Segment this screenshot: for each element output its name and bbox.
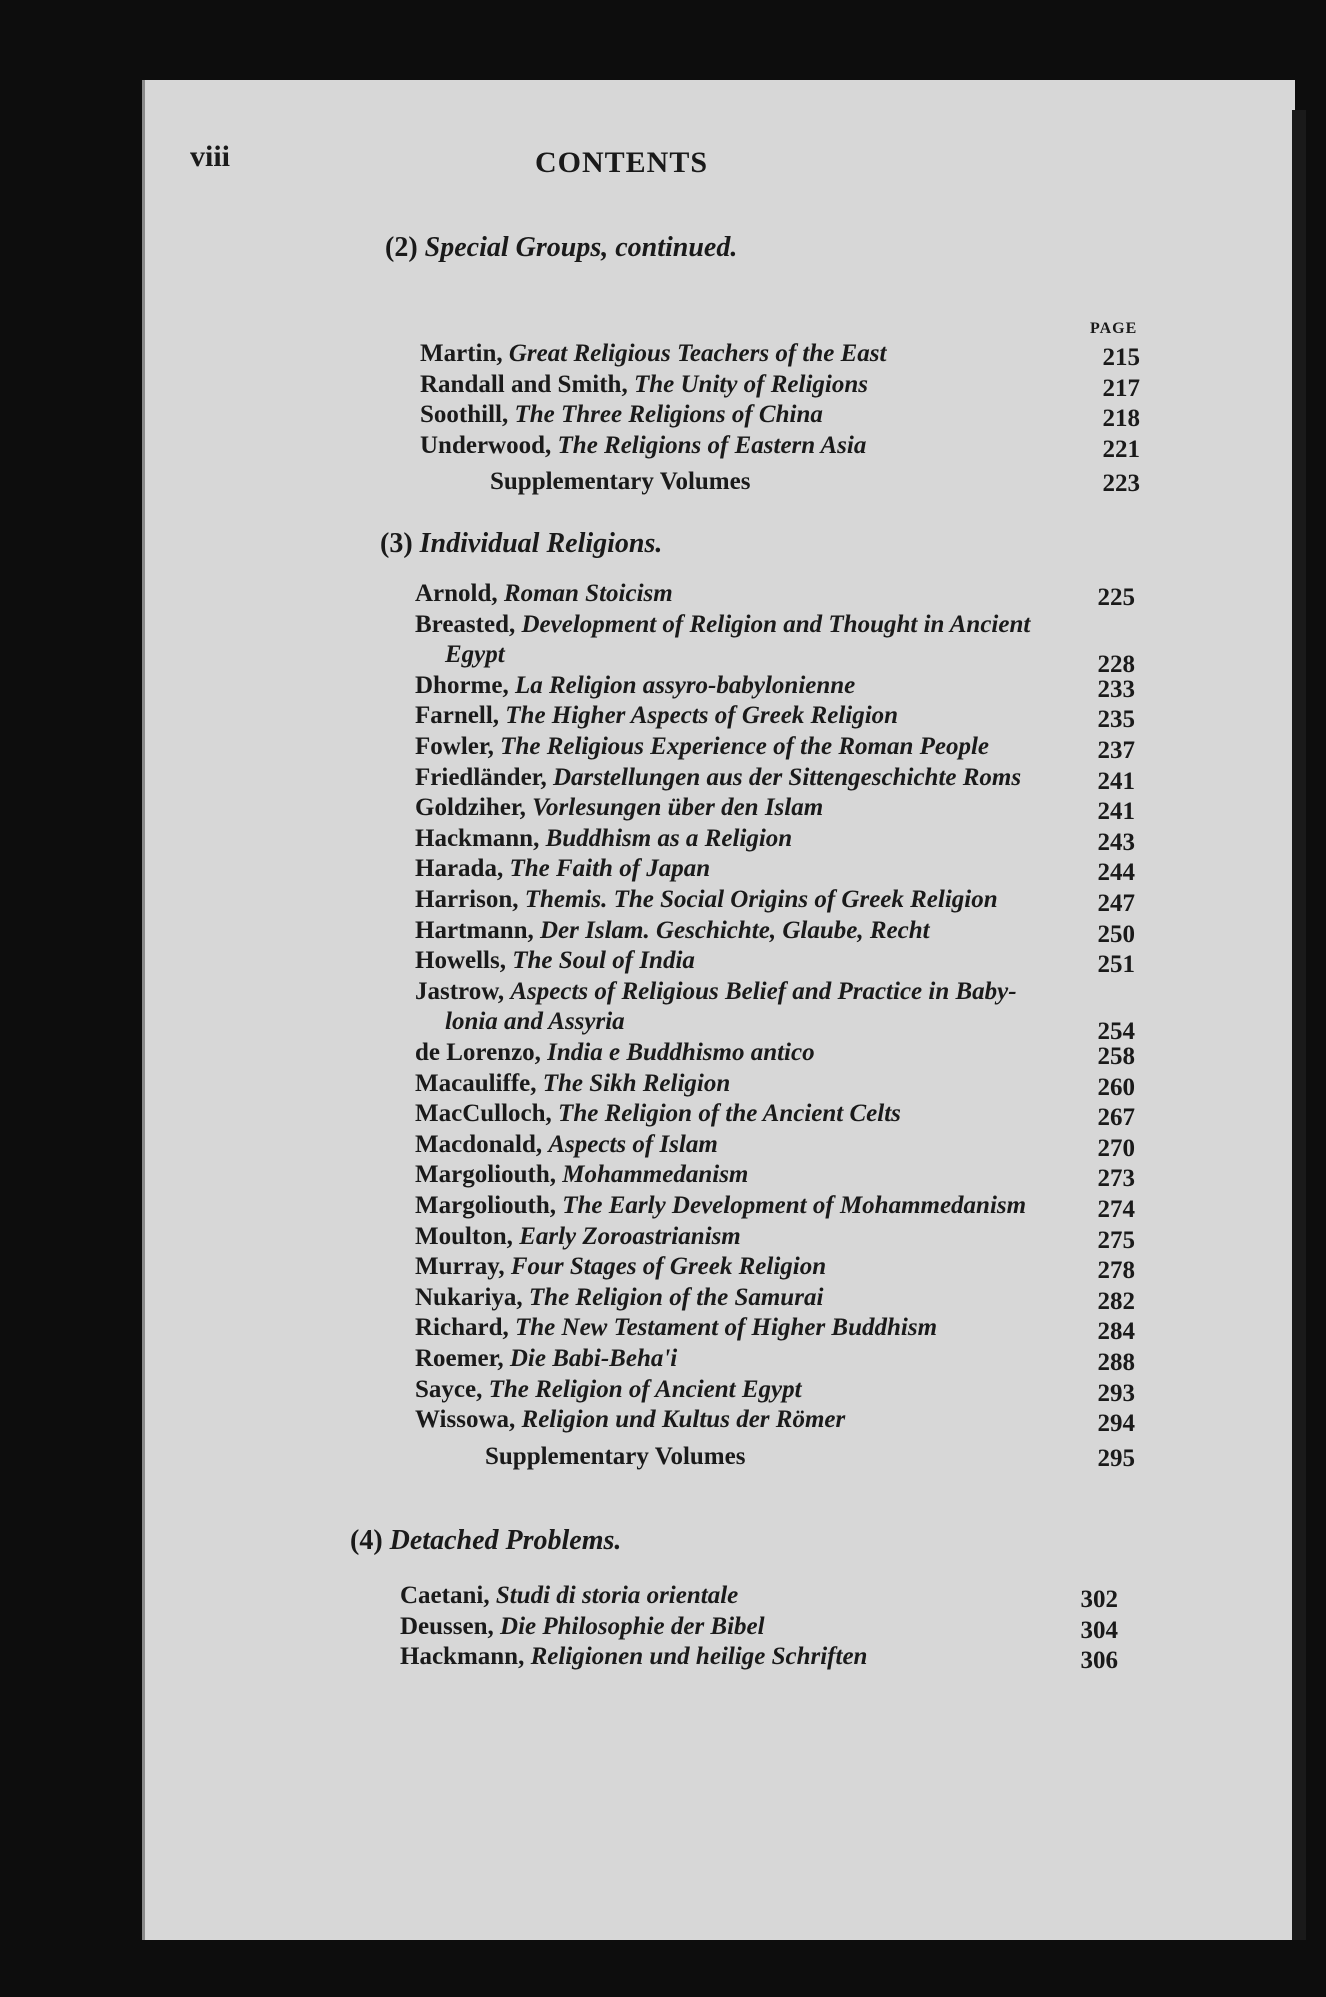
entry-page-number: 247 xyxy=(1097,890,1135,917)
entry-author: Martin, xyxy=(420,340,503,367)
entry-page-number: 306 xyxy=(1080,1647,1118,1675)
entry-author: Sayce, xyxy=(415,1375,483,1403)
entry-author: Deussen, xyxy=(400,1612,494,1640)
entry-author: Murray, xyxy=(415,1253,505,1281)
toc-entry xyxy=(420,432,1140,464)
entry-title: La Religion assyro-babylonienne xyxy=(514,671,856,699)
toc-entry xyxy=(415,978,1135,1010)
toc-entry xyxy=(415,825,1135,857)
entry-title: Early Zoroastrianism xyxy=(519,1222,741,1250)
entry-title: The Higher Aspects of Greek Religion xyxy=(505,702,899,730)
entry-page-number: 267 xyxy=(1097,1104,1135,1132)
section-title: Individual Religions. xyxy=(419,528,663,559)
folio-number: viii xyxy=(190,140,231,173)
entry-title: Aspects of Religious Belief and Practice in Baby- xyxy=(510,977,1017,1005)
toc-entry xyxy=(415,764,1135,796)
entry-author: Arnold, xyxy=(415,580,498,607)
entry-author: Harada, xyxy=(415,855,504,883)
entry-page-number: 294 xyxy=(1097,1410,1135,1438)
page-header xyxy=(0,140,1326,180)
toc-entry xyxy=(415,947,1135,979)
toc-entry xyxy=(400,1582,1118,1614)
entry-author: Hackmann, xyxy=(415,824,540,852)
section-title: Detached Problems. xyxy=(389,1525,622,1556)
entry-page-number: 215 xyxy=(1102,344,1140,371)
toc-entry xyxy=(415,855,1135,887)
toc-entry xyxy=(485,1443,1135,1475)
toc-entry xyxy=(415,917,1135,949)
entry-title: Roman Stoicism xyxy=(503,580,673,607)
entry-author: Supplementary Volumes xyxy=(485,1442,746,1470)
entry-title: Religion und Kultus der Römer xyxy=(521,1406,846,1434)
toc-entry xyxy=(420,340,1140,372)
entry-title: Vorlesungen über den Islam xyxy=(532,794,824,822)
entry-page-number: 295 xyxy=(1097,1444,1135,1472)
entry-author: de Lorenzo, xyxy=(415,1039,541,1066)
toc-entry xyxy=(415,1345,1135,1377)
entry-title: Religionen und heilige Schriften xyxy=(530,1643,868,1671)
entry-title: The Religious Experience of the Roman People xyxy=(500,733,990,760)
entry-title: The Faith of Japan xyxy=(509,855,711,883)
toc-entry xyxy=(415,1376,1135,1408)
entry-page-number: 244 xyxy=(1097,859,1135,887)
toc-entry xyxy=(415,1161,1135,1193)
entry-title: The Religion of the Ancient Celts xyxy=(558,1100,901,1128)
entry-author: Macdonald, xyxy=(415,1130,543,1158)
entry-author: Randall and Smith, xyxy=(420,370,628,398)
entry-title: The Religions of Eastern Asia xyxy=(557,431,867,459)
entry-page-number: 223 xyxy=(1102,470,1140,498)
toc-entry xyxy=(415,794,1135,826)
entry-page-number: 241 xyxy=(1097,767,1135,795)
entry-title: The Early Development of Mohammedanism xyxy=(562,1192,1027,1219)
entry-page-number: 282 xyxy=(1097,1287,1135,1315)
toc-entry xyxy=(415,1070,1135,1102)
entry-title: Four Stages of Greek Religion xyxy=(510,1253,827,1281)
section4-heading xyxy=(350,1525,621,1557)
toc-entry xyxy=(400,1613,1118,1645)
entry-author: Friedländer, xyxy=(415,763,547,791)
toc-entry xyxy=(415,733,1135,765)
entry-title: Die Philosophie der Bibel xyxy=(500,1612,765,1640)
toc-entry xyxy=(415,1039,1135,1071)
entry-page-number: 233 xyxy=(1097,675,1135,703)
section3-heading xyxy=(380,528,662,560)
toc-entry xyxy=(415,1253,1135,1285)
toc-entry xyxy=(415,886,1135,918)
entry-title: Der Islam. Geschichte, Glaube, Recht xyxy=(540,916,930,944)
entry-title: The Soul of India xyxy=(512,947,695,975)
entry-author: Fowler, xyxy=(415,733,494,760)
entry-page-number: 221 xyxy=(1102,435,1140,463)
entry-author: Moulton, xyxy=(415,1222,513,1250)
entry-author: Soothill, xyxy=(420,401,509,429)
entry-title: Darstellungen aus der Sittengeschichte Roms xyxy=(552,763,1022,791)
entry-title: Studi di storia orientale xyxy=(495,1582,739,1609)
entry-page-number: 275 xyxy=(1097,1226,1135,1254)
toc-entry xyxy=(415,580,1135,612)
toc-entry xyxy=(415,702,1135,734)
entry-page-number: 217 xyxy=(1102,374,1140,402)
entry-title: The New Testament of Higher Buddhism xyxy=(515,1314,938,1342)
section-title: Special Groups, continued. xyxy=(424,232,738,263)
entry-title: The Three Religions of China xyxy=(514,401,823,429)
entry-author: Jastrow, xyxy=(415,977,505,1005)
entry-title: Aspects of Islam xyxy=(548,1130,718,1158)
entry-author: Caetani, xyxy=(400,1582,490,1609)
entry-page-number: 250 xyxy=(1097,920,1135,948)
entry-title: Die Babi-Beha'i xyxy=(509,1345,678,1372)
entry-page-number: 302 xyxy=(1080,1586,1118,1613)
entry-page-number: 218 xyxy=(1102,405,1140,433)
entry-title: Buddhism as a Religion xyxy=(545,824,793,852)
toc-entry xyxy=(415,1223,1135,1255)
entry-title: Mohammedanism xyxy=(562,1161,749,1189)
entry-author: Hackmann, xyxy=(400,1643,525,1671)
toc-entry xyxy=(490,468,1140,500)
entry-page-number: 235 xyxy=(1097,706,1135,734)
entry-page-number: 251 xyxy=(1097,951,1135,979)
section-number: (3) xyxy=(380,528,413,559)
entry-page-number: 237 xyxy=(1097,737,1135,764)
entry-title: Themis. The Social Origins of Greek Religion xyxy=(524,886,998,913)
entry-page-number: 258 xyxy=(1097,1043,1135,1070)
toc-entry xyxy=(415,1131,1135,1163)
entry-page-number: 273 xyxy=(1097,1165,1135,1193)
entry-page-number: 288 xyxy=(1097,1349,1135,1376)
page-edge-shadow xyxy=(1292,110,1306,1940)
entry-author: Macauliffe, xyxy=(415,1069,537,1097)
section-number: (4) xyxy=(350,1525,383,1556)
toc-entry xyxy=(420,371,1140,403)
entry-page-number: 243 xyxy=(1097,828,1135,856)
entry-author: Breasted, xyxy=(415,610,516,638)
toc-entry xyxy=(415,672,1135,704)
entry-title: The Unity of Religions xyxy=(633,370,869,398)
entry-author: Wissowa, xyxy=(415,1406,516,1434)
entry-author: Supplementary Volumes xyxy=(490,468,751,496)
entry-title-continuation: lonia and Assyria xyxy=(445,1008,625,1036)
entry-author: Howells, xyxy=(415,947,506,975)
entry-author: Nukariya, xyxy=(415,1283,523,1311)
entry-page-number: 241 xyxy=(1097,798,1135,826)
entry-author: MacCulloch, xyxy=(415,1100,552,1128)
entry-author: Dhorme, xyxy=(415,671,509,699)
entry-author: Roemer, xyxy=(415,1345,504,1372)
entry-title: The Religion of the Samurai xyxy=(528,1283,824,1311)
entry-title: The Religion of Ancient Egypt xyxy=(488,1375,802,1403)
section2-heading xyxy=(385,232,737,264)
entry-title: The Sikh Religion xyxy=(542,1069,731,1097)
entry-page-number: 304 xyxy=(1080,1616,1118,1644)
section-number: (2) xyxy=(385,232,418,263)
entry-page-number: 254 xyxy=(1097,1018,1135,1046)
entry-title-continuation: Egypt xyxy=(445,641,505,669)
entry-page-number: 274 xyxy=(1097,1196,1135,1223)
entry-author: Farnell, xyxy=(415,702,500,730)
entry-author: Underwood, xyxy=(420,431,552,459)
entry-author: Goldziher, xyxy=(415,794,526,822)
entry-page-number: 260 xyxy=(1097,1073,1135,1101)
entry-page-number: 284 xyxy=(1097,1318,1135,1346)
toc-entry xyxy=(415,1192,1135,1224)
entry-author: Margoliouth, xyxy=(415,1192,556,1219)
toc-entry xyxy=(415,1406,1135,1438)
toc-entry xyxy=(415,611,1135,643)
entry-title: India e Buddhismo antico xyxy=(547,1039,815,1066)
entry-page-number: 278 xyxy=(1097,1257,1135,1285)
entry-author: Hartmann, xyxy=(415,916,534,944)
entry-title: Development of Religion and Thought in Ancient xyxy=(521,610,1031,638)
entry-page-number: 293 xyxy=(1097,1379,1135,1407)
running-title: CONTENTS xyxy=(535,146,709,179)
toc-entry xyxy=(400,1643,1118,1675)
toc-entry xyxy=(420,401,1140,433)
toc-entry xyxy=(415,1100,1135,1132)
entry-title: Great Religious Teachers of the East xyxy=(508,340,887,367)
entry-page-number: 228 xyxy=(1097,651,1135,679)
entry-page-number: 225 xyxy=(1097,584,1135,611)
toc-entry xyxy=(415,1314,1135,1346)
entry-author: Richard, xyxy=(415,1314,509,1342)
entry-page-number: 270 xyxy=(1097,1134,1135,1162)
entry-author: Margoliouth, xyxy=(415,1161,556,1189)
entry-author: Harrison, xyxy=(415,886,519,913)
page-column-label: PAGE xyxy=(1090,320,1138,337)
toc-entry xyxy=(415,1284,1135,1316)
